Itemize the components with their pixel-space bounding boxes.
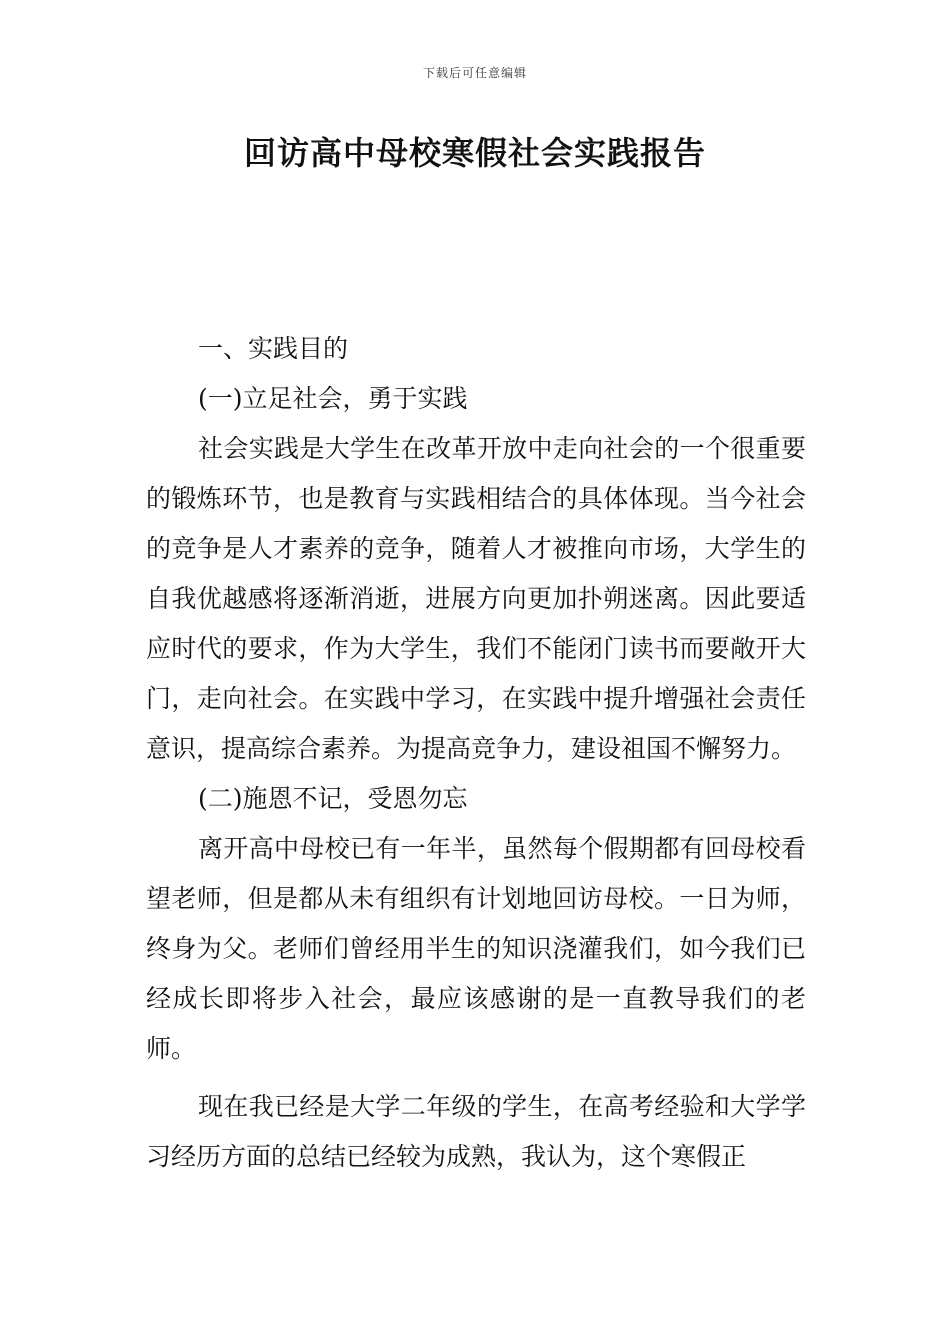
header-note: 下载后可任意编辑 <box>422 66 527 80</box>
subsection-heading-2: (二)施恩不记，受恩勿忘 <box>198 784 468 813</box>
section-heading-purpose: 一、实践目的 <box>198 334 349 363</box>
paragraph-current-status: 现在我已经是大学二年级的学生，在高考经验和大学学习经历方面的总结已经较为成熟，我认为，这个寒假正 <box>146 1092 806 1171</box>
document-title: 回访高中母校寒假社会实践报告 <box>243 134 706 172</box>
document-body <box>146 324 806 1182</box>
paragraph-social-practice: 社会实践是大学生在改革开放中走向社会的一个很重要的锻炼环节，也是教育与实践相结合的具体体现。当今社会的竞争是人才素养的竞争，随着人才被推向市场，大学生的自我优越感将逐渐消逝，进展方向更加扑朔迷离。因此要适应时代的要求，作为大学生，我们不能闭门读书而要敞开大门，走向社会。在实践中学习，在实践中提升增强社会责任意识，提高综合素养。为提高竞争力，建设祖国不懈努力。 <box>146 434 806 763</box>
subsection-heading-1: (一)立足社会，勇于实践 <box>198 384 468 413</box>
paragraph-gratitude: 离开高中母校已有一年半，虽然每个假期都有回母校看望老师，但是都从未有组织有计划地回访母校。一日为师，终身为父。老师们曾经用半生的知识浇灌我们，如今我们已经成长即将步入社会，最应该感谢的是一直教导我们的老师。 <box>146 834 806 1063</box>
